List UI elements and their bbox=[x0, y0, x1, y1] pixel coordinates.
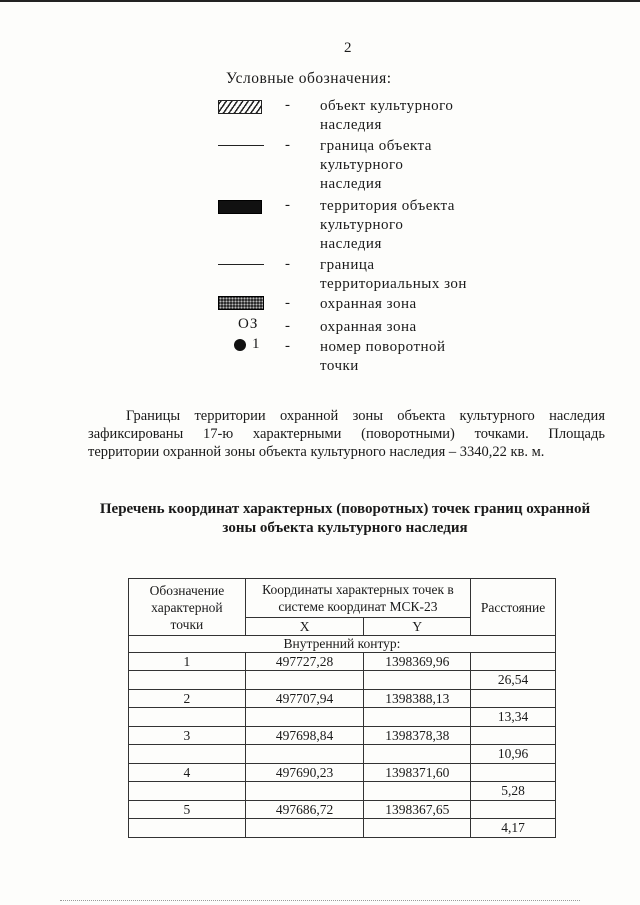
table-row bbox=[129, 819, 556, 838]
table-row bbox=[129, 671, 556, 690]
table-row bbox=[129, 801, 556, 819]
point-number: 3 bbox=[129, 727, 246, 745]
table-row bbox=[129, 782, 556, 801]
header-x: X bbox=[245, 618, 364, 636]
legend-dash: - bbox=[285, 318, 290, 334]
point-number: 1 bbox=[129, 653, 246, 671]
table-row bbox=[129, 690, 556, 708]
header-y: Y bbox=[364, 618, 471, 636]
point-number: 5 bbox=[129, 801, 246, 819]
legend-dash: - bbox=[285, 338, 290, 354]
point-x: 497686,72 bbox=[245, 801, 364, 819]
header-designation: Обозначение характерной точки bbox=[129, 579, 246, 636]
thin-line-icon bbox=[218, 264, 264, 265]
coordinates-list-heading: Перечень координат характерных (поворотных) точек границ охранной зоны объекта культурного наследия bbox=[99, 501, 591, 536]
legend-text: охранная зона bbox=[320, 296, 417, 312]
segment-distance: 26,54 bbox=[471, 671, 556, 690]
legend-text: граница объекта культурного наследия bbox=[320, 138, 432, 192]
point-number: 4 bbox=[129, 764, 246, 782]
segment-distance: 4,17 bbox=[471, 819, 556, 838]
point-number-label: 1 bbox=[252, 336, 260, 352]
point-distance-empty bbox=[471, 801, 556, 819]
table-row bbox=[129, 727, 556, 745]
header-coordinates: Координаты характерных точек в системе координат МСК-23 bbox=[245, 579, 470, 618]
point-number: 2 bbox=[129, 690, 246, 708]
hatched-rectangle-icon bbox=[218, 100, 262, 114]
header-distance: Расстояние bbox=[471, 579, 556, 636]
page-bottom-edge bbox=[60, 900, 580, 902]
table-row bbox=[129, 745, 556, 764]
point-y: 1398369,96 bbox=[364, 653, 471, 671]
table-row bbox=[129, 708, 556, 727]
table-row bbox=[129, 653, 556, 671]
legend-text: номер поворотной точки bbox=[320, 339, 446, 374]
table-header-row bbox=[129, 579, 556, 618]
legend-dash: - bbox=[285, 137, 290, 153]
point-x: 497727,28 bbox=[245, 653, 364, 671]
point-distance-empty bbox=[471, 690, 556, 708]
page-number: 2 bbox=[344, 40, 352, 56]
point-y: 1398371,60 bbox=[364, 764, 471, 782]
legend-dash: - bbox=[285, 97, 290, 113]
page-top-edge bbox=[0, 0, 640, 2]
thin-line-icon bbox=[218, 145, 264, 146]
point-x: 497698,84 bbox=[245, 727, 364, 745]
legend-title: Условные обозначения: bbox=[226, 70, 392, 87]
legend-dash: - bbox=[285, 197, 290, 213]
legend-dash: - bbox=[285, 295, 290, 311]
point-y: 1398388,13 bbox=[364, 690, 471, 708]
point-distance-empty bbox=[471, 653, 556, 671]
dotted-zone-icon bbox=[218, 296, 264, 310]
coordinates-table bbox=[128, 578, 556, 838]
point-y: 1398378,38 bbox=[364, 727, 471, 745]
legend-text: охранная зона bbox=[320, 319, 417, 335]
point-distance-empty bbox=[471, 727, 556, 745]
legend-text: объект культурного наследия bbox=[320, 98, 454, 133]
black-rectangle-icon bbox=[218, 200, 262, 214]
point-x: 497690,23 bbox=[245, 764, 364, 782]
legend-text: граница территориальных зон bbox=[320, 257, 467, 292]
table-row bbox=[129, 764, 556, 782]
segment-distance: 5,28 bbox=[471, 782, 556, 801]
section-label: Внутренний контур: bbox=[129, 636, 556, 653]
table-section-row bbox=[129, 636, 556, 653]
point-y: 1398367,65 bbox=[364, 801, 471, 819]
legend-dash: - bbox=[285, 256, 290, 272]
point-distance-empty bbox=[471, 764, 556, 782]
boundary-description-paragraph: Границы территории охранной зоны объекта культурного наследия зафиксированы 17-ю характерными (поворотными) точками. Площадь территории охранной зоны объекта культурного наследия – 3340,22 кв. м. bbox=[88, 408, 605, 460]
segment-distance: 10,96 bbox=[471, 745, 556, 764]
black-dot-icon bbox=[234, 339, 246, 351]
legend-text: территория объекта культурного наследия bbox=[320, 198, 455, 252]
point-x: 497707,94 bbox=[245, 690, 364, 708]
segment-distance: 13,34 bbox=[471, 708, 556, 727]
turning-point-symbol bbox=[234, 336, 260, 353]
zone-code-label: ОЗ bbox=[238, 316, 259, 332]
